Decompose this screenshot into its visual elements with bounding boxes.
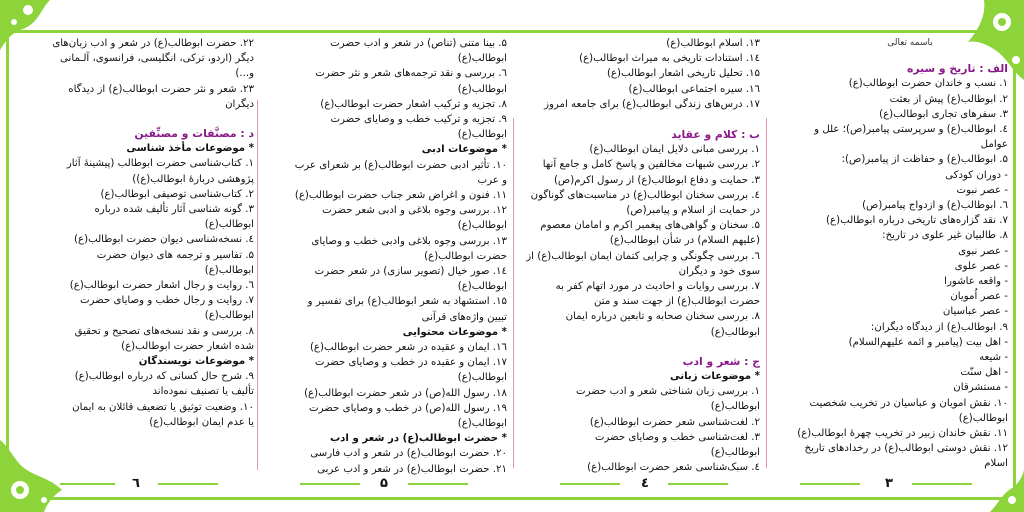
list-item: تبیین واژه‌های قرآنی xyxy=(421,311,507,323)
list-item: - واقعه عاشورا xyxy=(944,276,1008,288)
list-item: - عصر اُمویان xyxy=(950,291,1008,303)
list-item: دیگران xyxy=(225,98,254,110)
list-item: ۱۳. بررسی وجوه بلاغی وادبی خطب و وصایای xyxy=(311,235,507,247)
bottom-left-ornament xyxy=(0,420,70,512)
list-item: تألیف یا تصنیف نموده‌اند xyxy=(152,386,254,398)
list-item: ٤. ابوطالب(ع) و سرپرستی پیامبر(ص)؛ علل و xyxy=(814,124,1008,136)
list-item: ۲. کتاب‌شناسی توصیفی ابوطالب(ع) xyxy=(100,188,254,200)
page-rule xyxy=(668,483,728,485)
list-item: ۷. روایت و رجال خطب و وصایای حضرت xyxy=(79,295,254,307)
list-item: حضرت ابوطالب(ع) xyxy=(424,250,507,262)
page-6-column xyxy=(16,36,254,430)
list-item: ۱۳. اسلام ابوطالب(ع) xyxy=(666,38,760,49)
list-item: ابوطالب(ع) xyxy=(204,310,254,322)
list-item: ۱٦. ایمان و عقیده در شعر حضرت ابوطالب(ع) xyxy=(309,342,507,354)
list-item: ٦. ابوطالب(ع) و ازدواج پیامبر(ص) xyxy=(862,200,1008,212)
list-item: ۹. تجزیه و ترکیب خطب و وصایای حضرت xyxy=(330,114,507,126)
page-rule xyxy=(300,483,360,485)
list-item: - شیعه xyxy=(979,352,1008,364)
list-item: ۸. تجزیه و ترکیب اشعار حضرت ابوطالب(ع) xyxy=(320,98,507,110)
list-item: یا عدم ایمان ابوطالب(ع) xyxy=(149,416,254,428)
list-item: دیگر (اردو، ترکی، انگلیسی، فرانسوی، آلـمانی xyxy=(60,53,254,65)
list-item: ۷. نقد گزارەهای تاریخی درباره ابوطالب(ع) xyxy=(826,215,1008,227)
page-5-column xyxy=(262,36,507,477)
list-item: ۲۲. حضرت ابوطالب(ع) در شعر و ادب زبان‌های xyxy=(52,38,254,49)
list-item: ۵. سخنان و گواهی‌های پیغمبر اکرم و امامان معصوم xyxy=(540,220,760,232)
list-item: اسلام xyxy=(984,458,1008,470)
list-item: ٤. سبک‌شناسی شعر حضرت ابوطالب(ع) xyxy=(587,462,760,474)
list-item: ۸. بررسی سخنان صحابه و تابعین درباره ایمان xyxy=(565,311,760,323)
subsection-heading: * موضوعات محتوایی xyxy=(402,326,507,338)
page-rule xyxy=(60,483,115,485)
list-item: - عصر نبوت xyxy=(956,184,1008,196)
list-item: ۳. سفرهای تجاری ابوطالب(ع) xyxy=(879,108,1008,120)
list-item: - اهل سنّت xyxy=(960,367,1008,379)
list-item: ۲. لغت‌شناسی شعر حضرت ابوطالب(ع) xyxy=(589,416,760,428)
list-item: ۹. شرح حال کسانی که درباره ابوطالب(ع) xyxy=(74,371,254,383)
list-item: ابوطالب(ع) xyxy=(710,326,760,338)
list-item: ۲۰. حضرت ابوطالب(ع) در شعر و ادب فارسی xyxy=(310,448,507,460)
subsection-heading: * حضرت ابوطالب(ع) در شعر و ادب xyxy=(329,433,507,445)
list-item: ۲۳. شعر و نثر حضرت ابوطالب(ع) از دیدگاه xyxy=(68,83,254,95)
page-rule xyxy=(408,483,468,485)
list-item: ۸. بررسی و نقد نسخه‌های تصحیح و تحقیق xyxy=(74,325,254,337)
list-item: ابوطالب(ع) xyxy=(457,83,507,95)
list-item: - عصر علوی xyxy=(954,260,1008,272)
list-item: ۲. بررسی شبهات مخالفین و پاسخ کامل و جامع آنها xyxy=(542,159,760,171)
list-item: ابوطالب(ع) xyxy=(457,418,507,430)
subsection-heading: * موضوعات نویسندگان xyxy=(138,356,254,368)
list-item: ۳. حمایت و دفاع ابوطالب(ع) از رسول اکرم(ص) xyxy=(553,174,760,186)
page-number-5: ۵ xyxy=(380,476,388,491)
section-b-heading: ب : کلام و عقاید xyxy=(671,128,760,142)
list-item: ۱۸. رسول الله(ص) در شعر حضرت ابوطالب(ع) xyxy=(304,387,507,399)
list-item: ٤. بررسی سخنان ابوطالب(ع) در مناسبت‌های گوناگون xyxy=(530,189,760,201)
list-item: ۱٦. سیره اجتماعی ابوطالب(ع) xyxy=(628,83,760,95)
list-item: ۱۵. استشهاد به شعر ابوطالب(ع) برای تفسیر و xyxy=(307,296,507,308)
list-item: ۱۱. نقش خاندان زبیر در تخریب چهرهٔ ابوطالب(ع) xyxy=(797,428,1008,440)
list-item: ۱۰. وضعیت توثیق یا تضعیف قائلان به ایمان xyxy=(72,401,254,413)
page-number-6: ٦ xyxy=(132,476,140,491)
list-item: (علیهم السلام) در شأن ابوطالب(ع) xyxy=(609,235,760,247)
list-item: ۲. ابوطالب(ع) پیش از بعثت xyxy=(889,93,1008,105)
list-item: ۱۲. نقش دوستی ابوطالب(ع) در رخدادهای تاریخ xyxy=(804,443,1008,455)
list-item: ٦. روایت و رجال اشعار حضرت ابوطالب(ع) xyxy=(69,280,254,292)
bottom-right-ornament xyxy=(980,470,1024,512)
list-item: ۱۰. نقش امویان و عباسیان در تخریب شخصیت xyxy=(809,397,1008,409)
list-item: - اهل بیت (پیامبر و ائمه علیهم‌السلام) xyxy=(848,336,1008,348)
list-item: ابوطالب(ع) xyxy=(457,129,507,141)
list-item: ۸. طالبیان غیر علوی در تاریخ: xyxy=(882,230,1008,242)
list-item: ٤. نسخه‌شناسی دیوان حضرت ابوطالب(ع) xyxy=(74,234,254,246)
list-item: ۱۲. بررسی وجوه بلاغی و ادبی شعر حضرت xyxy=(322,205,507,217)
list-item: ٦. بررسی و نقد ترجمه‌های شعر و نثر حضرت xyxy=(315,68,507,80)
list-item: ابوطالب(ع) xyxy=(710,401,760,413)
page-number-4: ٤ xyxy=(641,476,649,491)
list-item: ۹. ابوطالب(ع) از دیدگاه دیگران: xyxy=(870,321,1008,333)
list-item: و عرب xyxy=(477,174,507,186)
list-item: ابوطالب(ع) xyxy=(457,281,507,293)
list-item: - عصر نبوی xyxy=(958,245,1008,257)
page-rule xyxy=(912,483,972,485)
list-item: عوامل xyxy=(980,139,1008,151)
list-item: ۷. بررسی روایات و احادیث در مورد اتهام کفر به xyxy=(555,281,760,293)
page-rule xyxy=(800,483,860,485)
page-number-3: ۳ xyxy=(885,476,893,491)
list-item: ۵. ابوطالب(ع) و حفاظت از پیامبر(ص): xyxy=(841,154,1008,166)
subsection-heading: * موضوعات ادبی xyxy=(421,144,507,156)
list-item: ۵. تفاسیر و ترجمه های دیوان حضرت xyxy=(96,249,254,261)
list-item: ۳. گونه شناسی آثار تألیف شده درباره xyxy=(94,204,254,216)
list-item: شده اشعار حضرت ابوطالب(ع) xyxy=(121,340,254,352)
list-item: ۱۰. تأثیر ادبی حضرت ابوطالب(ع) بر شعرای عرب xyxy=(294,159,507,171)
list-item: ۱۵. تحلیل تاریخی اشعار ابوطالب(ع) xyxy=(606,68,760,80)
list-item: ۱. نسب و خاندان حضرت ابوطالب(ع) xyxy=(848,78,1008,90)
subsection-heading: * موضوعات مأخذ شناسی xyxy=(126,143,254,155)
page-4-column xyxy=(520,36,760,475)
list-item: ابوطالب(ع) xyxy=(457,372,507,384)
list-item: ۲۱. حضرت ابوطالب(ع) در شعر و ادب عربی xyxy=(317,463,507,475)
list-item: ابوطالب(ع) xyxy=(457,53,507,65)
list-item: ۵. بینا متنی (تناص) در شعر و ادب حضرت xyxy=(330,38,507,49)
list-item: - مستشرقان xyxy=(953,382,1008,394)
list-item: سوی خود و دیگران xyxy=(678,265,760,277)
list-item: ۱۷. درس‌های زندگی ابوطالب(ع) برای جامعه امروز xyxy=(544,98,760,110)
list-item: حضرت ابوطالب(ع) از جهت سند و متن xyxy=(594,296,760,308)
list-item: ۱۹. رسول الله(ص) در خطب و وصایای حضرت xyxy=(309,402,507,414)
subsection-heading: * موضوعات زبانی xyxy=(669,371,760,383)
page-3-column xyxy=(772,36,1008,472)
basmala: باسمه تعالی xyxy=(887,38,933,48)
list-item: و...) xyxy=(235,68,254,80)
list-item: ابوطالب(ع) xyxy=(457,220,507,232)
section-a-heading: الف : تاریخ و سیره xyxy=(907,62,1008,76)
list-item: ۱۷. ایمان و عقیده در خطب و وصایای حضرت xyxy=(314,357,507,369)
list-item: ابوطالب(ع) xyxy=(204,219,254,231)
list-item: ابوطالب(ع) xyxy=(958,412,1008,424)
list-item: ۱. بررسی زبان شناختی شعر و ادب حضرت xyxy=(575,386,760,398)
list-item: ٦. بررسی چگونگی و چرایی کتمان ایمان ابوطالب(ع) از xyxy=(526,250,760,262)
list-item: ۱٤. استنادات تاریخی به میراث ابوطالب(ع) xyxy=(579,53,760,65)
page-rule xyxy=(560,483,620,485)
divider-4-5 xyxy=(513,118,514,468)
divider-5-6 xyxy=(257,100,258,470)
page-rule xyxy=(158,483,218,485)
list-item: ۱۱. فنون و اغراض شعر جناب حضرت ابوطالب(ع) xyxy=(294,190,507,202)
section-d-heading: د : مصنَّفات و مصنِّفین xyxy=(134,127,254,141)
list-item: ابوطالب(ع) xyxy=(710,447,760,459)
list-item: پژوهشی دربارهٔ ابوطالب(ع)) xyxy=(132,173,254,185)
list-item: ابوطالب(ع) xyxy=(204,264,254,276)
list-item: - عصر عباسیان xyxy=(942,306,1008,318)
divider-3-4 xyxy=(766,118,767,468)
list-item: ۱. کتاب‌شناسی حضرت ابوطالب (پیشینهٔ آثار xyxy=(66,158,254,170)
section-c-heading: ج : شعر و ادب xyxy=(682,354,760,368)
list-item: ۱. بررسی مبانی دلایل ایمان ابوطالب(ع) xyxy=(589,144,760,156)
list-item: ۱٤. صور خیال (تصویر سازی) در شعر حضرت xyxy=(314,266,507,278)
list-item: ۳. لغت‌شناسی خطب و وصایای حضرت xyxy=(594,431,760,443)
list-item: در حمایت از اسلام و پیامبر(ص) xyxy=(626,205,760,217)
list-item: - دوران کودکی xyxy=(945,169,1008,181)
